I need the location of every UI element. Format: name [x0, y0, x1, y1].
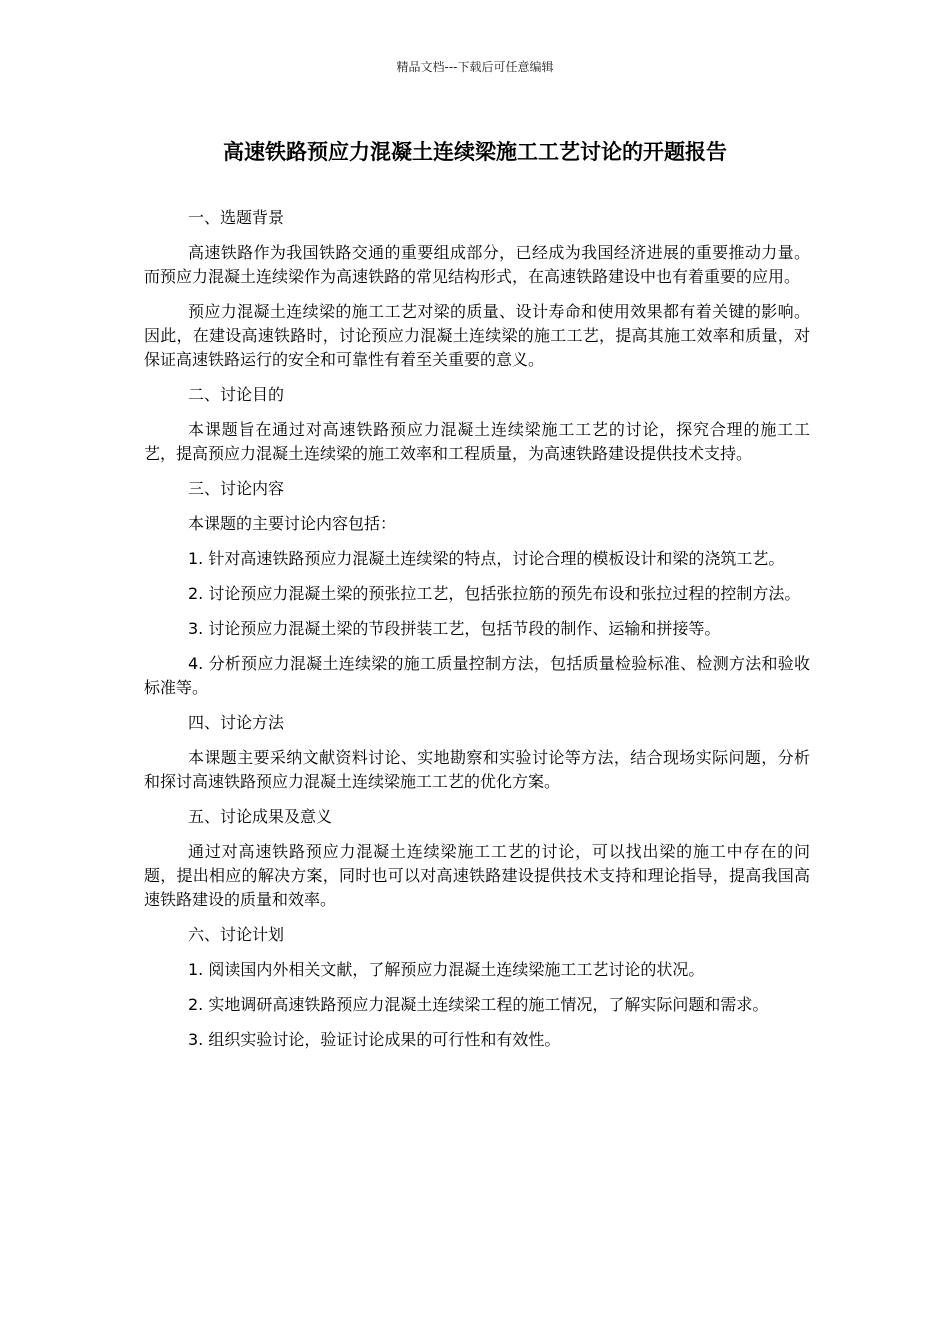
section-heading-method: 四、讨论方法	[188, 713, 285, 732]
list-item: 3. 讨论预应力混凝土梁的节段拼装工艺，包括节段的制作、运输和拼接等。	[188, 619, 721, 638]
paragraph: 本课题的主要讨论内容包括：	[188, 514, 397, 533]
list-item: 3. 组织实验讨论，验证讨论成果的可行性和有效性。	[188, 1030, 561, 1049]
section-heading-results: 五、讨论成果及意义	[188, 807, 333, 826]
section-heading-purpose: 二、讨论目的	[188, 385, 285, 404]
section-heading-plan: 六、讨论计划	[188, 925, 285, 944]
document-title: 高速铁路预应力混凝土连续梁施工工艺讨论的开题报告	[223, 140, 727, 164]
paragraph: 本课题主要采纳文献资料讨论、实地勘察和实验讨论等方法，结合现场实际问题，分析和探讨高速铁路预应力混凝土连续梁施工工艺的优化方案。	[144, 748, 810, 791]
paragraph: 通过对高速铁路预应力混凝土连续梁施工工艺的讨论，可以找出梁的施工中存在的问题，提出相应的解决方案，同时也可以对高速铁路建设提供技术支持和理论指导，提高我国高速铁路建设的质量和效率。	[144, 842, 810, 909]
list-item: 4. 分析预应力混凝土连续梁的施工质量控制方法，包括质量检验标准、检测方法和验收标准等。	[144, 654, 810, 697]
paragraph: 高速铁路作为我国铁路交通的重要组成部分，已经成为我国经济进展的重要推动力量。而预应力混凝土连续梁作为高速铁路的常见结构形式，在高速铁路建设中也有着重要的应用。	[144, 243, 810, 286]
section-heading-background: 一、选题背景	[188, 208, 285, 227]
list-item: 1. 针对高速铁路预应力混凝土连续梁的特点，讨论合理的模板设计和梁的浇筑工艺。	[188, 549, 785, 568]
list-item: 2. 实地调研高速铁路预应力混凝土连续梁工程的施工情况，了解实际问题和需求。	[188, 995, 769, 1014]
section-heading-content: 三、讨论内容	[188, 479, 285, 498]
paragraph: 预应力混凝土连续梁的施工工艺对梁的质量、设计寿命和使用效果都有着关键的影响。因此，在建设高速铁路时，讨论预应力混凝土连续梁的施工工艺，提高其施工效率和质量，对保证高速铁路运行的安全和可靠性有着至关重要的意义。	[144, 302, 810, 369]
header-note: 精品文档---下载后可任意编辑	[396, 60, 554, 74]
list-item: 1. 阅读国内外相关文献，了解预应力混凝土连续梁施工工艺讨论的状况。	[188, 960, 705, 979]
document-body	[144, 206, 810, 1063]
list-item: 2. 讨论预应力混凝土梁的预张拉工艺，包括张拉筋的预先布设和张拉过程的控制方法。	[188, 584, 801, 603]
paragraph: 本课题旨在通过对高速铁路预应力混凝土连续梁施工工艺的讨论，探究合理的施工工艺，提高预应力混凝土连续梁的施工效率和工程质量，为高速铁路建设提供技术支持。	[144, 420, 810, 463]
